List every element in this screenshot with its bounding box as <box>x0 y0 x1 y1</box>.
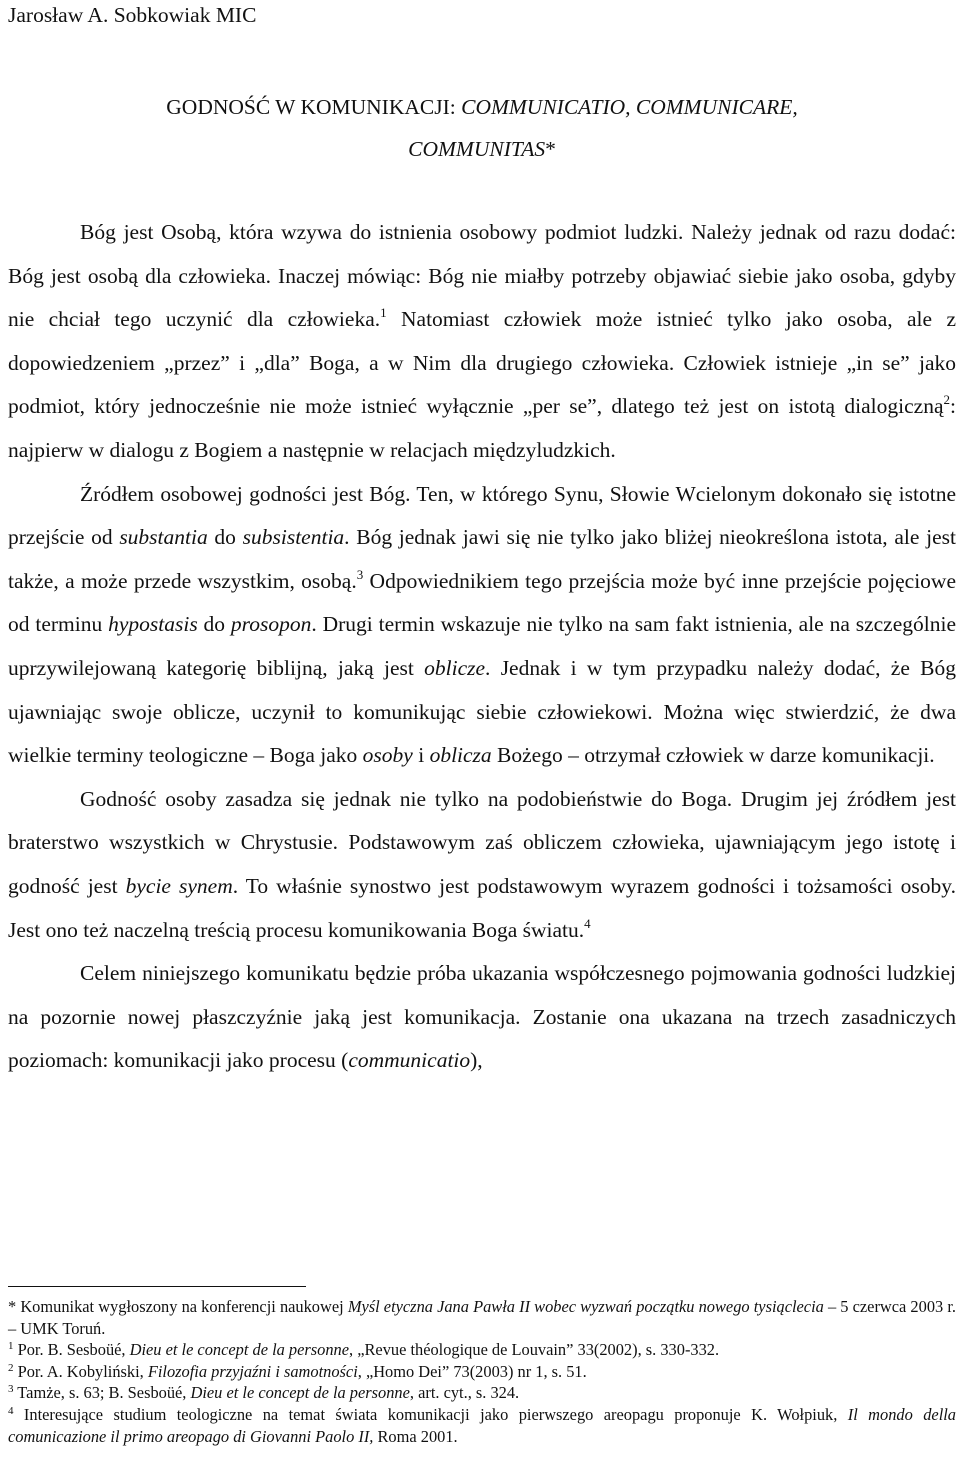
p2-italic-5: oblicze <box>424 655 486 680</box>
footnote-4-italic: Il mondo della comunicazione il primo areopago di Giovanni Paolo II, <box>8 1404 956 1446</box>
footnote-3-text-1: Tamże, s. 63; B. Sesboüé, <box>13 1383 191 1403</box>
body-text <box>8 211 956 1083</box>
author-name: Jarosław A. Sobkowiak MIC <box>8 3 257 27</box>
p1-text-1: Bóg jest Osobą, która wzywa do istnienia osobowy podmiot ludzki. Należy jednak od razu dodać: Bóg jest osobą dla człowieka. Inaczej mówiąc: Bóg nie miałby potrzeby objawiać siebie jako osoba, gdyby nie chciał tego uczynić dla człowieka. <box>8 220 956 332</box>
p1-text-3: : najpierw w dialogu z Bogiem a następnie w relacjach międzyludzkich. <box>8 394 956 462</box>
footnote-ref-1[interactable]: 1 <box>380 305 387 321</box>
paragraph-1 <box>8 211 956 473</box>
p4-text-1: Celem niniejszego komunikatu będzie próba ukazania współczesnego pojmowania godności ludzkiej na pozornie nowej płaszczyźnie jaką jest komunikacja. Zostanie ona ukazana na trzech zasadniczych poziomach: komunikacji jako procesu ( <box>8 961 956 1073</box>
footnote-3-text-2: , art. cyt., s. 324. <box>409 1383 520 1403</box>
footnote-3-italic: Dieu et le concept de la personne <box>190 1383 410 1403</box>
p3-text-2: . To właśnie synostwo jest podstawowym wyrazem godności i tożsamości osoby. Jest ono też naczelną treścią procesu komunikowania Boga światu. <box>8 873 956 942</box>
title-part-3: COMMUNITAS <box>408 137 546 161</box>
footnote-1-number: 1 <box>8 1340 14 1353</box>
footnote-4-text-2: Roma 2001. <box>373 1426 458 1446</box>
paragraph-2 <box>8 473 956 778</box>
footnote-star-italic: Myśl etyczna Jana Pawła II wobec wyzwań początku nowego tysiąclecia <box>347 1297 824 1316</box>
p3-italic-1: bycie synem <box>125 873 233 898</box>
p2-text-1: Źródłem osobowej godności jest Bóg. Ten, w którego Synu, Słowie Wcielonym dokonało się istotne przejście od <box>8 481 956 550</box>
title-footnote-mark: * <box>545 137 556 161</box>
footnote-2-number: 2 <box>8 1361 14 1374</box>
footnote-2-text-1: Por. A. Kobyliński, <box>13 1361 148 1381</box>
p4-text-2: ), <box>470 1048 483 1073</box>
footnote-2-text-2: , „Homo Dei” 73(2003) nr 1, s. 51. <box>357 1361 587 1381</box>
footnote-star-mark: * <box>8 1297 17 1316</box>
footnote-ref-3[interactable]: 3 <box>356 566 364 582</box>
footnote-1-text-2: , „Revue théologique de Louvain” 33(2002), s. 330-332. <box>349 1340 720 1360</box>
p2-text-8: i <box>412 743 430 768</box>
p1-text-2: Natomiast człowiek może istnieć tylko jako osoba, ale z dopowiedzeniem „przez” i „dla” Boga, a w Nim dla drugiego człowieka. Człowiek istnieje „in se” jako podmiot, który jednocześnie nie może istnieć wyłącznie „per se”, dlatego też jest on istotą dialogiczną <box>8 307 956 419</box>
p2-italic-6: osoby <box>362 743 413 768</box>
p2-text-2: do <box>207 525 243 550</box>
p2-italic-1: substantia <box>119 525 208 550</box>
p2-italic-2: subsistentia <box>242 525 345 550</box>
title-part-1: GODNOŚĆ W KOMUNIKACJI: <box>166 95 462 119</box>
p2-text-6: . Drugi termin wskazuje nie tylko na sam fakt istnienia, ale na szczególnie uprzywilejowaną kategorię biblijną, jaką jest <box>8 612 957 680</box>
footnote-1 <box>8 1339 956 1361</box>
p2-italic-3: hypostasis <box>108 612 198 637</box>
footnote-star-text-2: – 5 czerwca 2003 r. – UMK Toruń. <box>8 1297 956 1338</box>
p2-italic-7: oblicza <box>429 743 492 768</box>
footnote-1-italic: Dieu et le concept de la personne <box>129 1340 350 1360</box>
footnote-2 <box>8 1361 956 1383</box>
footnotes <box>8 1296 956 1447</box>
footnote-ref-4[interactable]: 4 <box>584 915 591 931</box>
p2-text-9: Bożego – otrzymał człowiek w darze komunikacji. <box>491 743 935 768</box>
p2-italic-4: prosopon <box>230 612 312 637</box>
p2-text-4: Odpowiednikiem tego przejścia może być inne przejście pojęciowe od terminu <box>8 568 957 637</box>
footnote-star <box>8 1296 956 1339</box>
footnote-3 <box>8 1382 956 1404</box>
title-part-2: COMMUNICATIO, COMMUNICARE, <box>461 95 798 119</box>
p2-text-3: . Bóg jednak jawi się nie tylko jako bliżej nieokreślona istota, ale jest także, a może przede wszystkim, osobą. <box>8 525 956 593</box>
footnote-1-text-1: Por. B. Sesboüé, <box>13 1340 130 1360</box>
p4-italic-1: communicatio <box>348 1048 471 1073</box>
paragraph-3 <box>8 778 956 952</box>
p3-text-1: Godność osoby zasadza się jednak nie tylko na podobieństwie do Boga. Drugim jej źródłem jest braterstwo wszystkich w Chrystusie. Podstawowym zaś obliczem człowieka, ujawniającym jego istotę i godność jest <box>8 786 956 898</box>
footnote-separator <box>8 1286 306 1287</box>
p2-text-7: . Jednak i w tym przypadku należy dodać, że Bóg ujawniając swoje oblicze, uczynił to komunikując siebie człowiekowi. Można więc stwierdzić, że dwa wielkie terminy teologiczne – Boga jako <box>8 655 957 768</box>
footnote-3-number: 3 <box>8 1383 14 1396</box>
footnote-4 <box>8 1404 956 1447</box>
footnote-2-italic: Filozofia przyjaźni i samotności <box>147 1361 358 1381</box>
footnote-4-text-1: Interesujące studium teologiczne na temat świata komunikacji jako pierwszego areopagu proponuje K. Wołpiuk, <box>13 1404 848 1424</box>
footnote-4-number: 4 <box>8 1404 14 1417</box>
footnote-ref-2[interactable]: 2 <box>943 392 951 408</box>
p2-text-5: do <box>197 612 231 637</box>
paper-title <box>8 86 956 170</box>
paragraph-4 <box>8 952 956 1083</box>
footnote-star-text-1: Komunikat wygłoszony na konferencji naukowej <box>16 1297 348 1316</box>
